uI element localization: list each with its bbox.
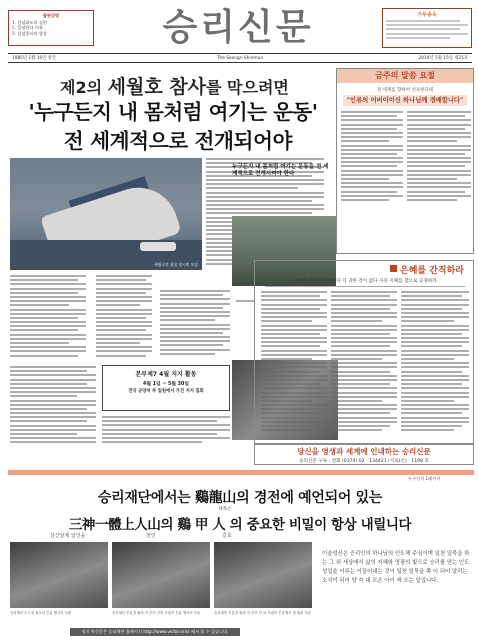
author-name: 길호 xyxy=(222,533,232,539)
headline-emphasis: 세월호 참사 xyxy=(107,76,207,98)
issue-title-en: The Seongri Shinmun xyxy=(216,56,264,61)
schedule-title: 본부제7 4월 지지 활동 xyxy=(135,371,197,378)
banner-photo xyxy=(10,542,108,608)
pledge-title: 출판강령 xyxy=(42,13,60,18)
sermon-text xyxy=(341,111,403,203)
article-subhead: 누구든지 내 몸처럼 여기는 운동을 전 세계적으로 전개시켜야 한다 xyxy=(232,164,329,177)
photo-caption: 세월호의 침몰 당시의 모습 xyxy=(154,262,198,267)
photo-caption: 승리재단 수도정 최초의 부흥 행사의 일원 xyxy=(10,611,72,615)
issue-bar xyxy=(8,53,472,63)
sermon-bar: 금주의 말씀 요절 xyxy=(337,69,473,83)
headline-line3: 전 세계적으로 전개되어야 xyxy=(63,129,293,153)
subscribe-contact: 승리신문 구독 : 전화 (0374) 02 - 134421 (지로(온) : 1198 호 xyxy=(299,459,429,464)
verse-title: 가두송옥 xyxy=(417,12,437,18)
masthead: 승리신문 xyxy=(162,7,314,48)
editorial-box xyxy=(254,260,474,445)
article-text xyxy=(96,275,152,359)
article-text xyxy=(10,275,86,359)
author-name: 삼산알제 일인을 xyxy=(50,533,86,539)
sermon-column xyxy=(336,68,474,254)
article-text xyxy=(102,416,230,445)
schedule-place: 전국 공양처 부 일원에서 가진 지지 집회 xyxy=(128,389,204,394)
banner-title-label: 제목은 xyxy=(218,507,232,512)
subscribe-slogan: 당신을 영생과 세계에 인내하는 승리신문 xyxy=(297,447,431,456)
article-text xyxy=(160,290,230,357)
pledge-item: 2. 일념한다 비유 xyxy=(12,25,43,30)
photo-caption: 승리재단 부흥정 회의 지 부터 인 의 사령의 부흥행사 정 회의 모습 xyxy=(214,611,312,615)
editorial-text xyxy=(261,291,327,433)
schedule-date: 4월 1일 ~ 5월 30일 xyxy=(143,382,189,387)
banner-headline1: 승리재단에서는 鷄龍山의 경전에 예언되어 있는 xyxy=(97,490,383,506)
verse-text xyxy=(386,20,468,39)
banner-headline2: 三神一體上人山의 鷄 甲 人 의 중요한 비밀이 항상 내릴니다 xyxy=(68,517,412,533)
section-divider xyxy=(8,470,474,475)
banner-promo-text: 이슬성신은 승리인의 하나님의 인도해 주심이며 일천 일묵을 하는 그 위 세상에서 삶의 지혜와 영광의 빛으로 승리를 얻는 인도 성업을 이루는 이끌어내는 것이 일천 일묵을 쪽 이 되어 알리는 소식이 되어 양 숙 대 모은 아이 에 오는 일입니다. xyxy=(322,551,470,584)
footer-notice: 정지 약신문은 승리재단 홈페이지 http://www.victor.or.kr 에서 볼 수 있습니다. xyxy=(70,628,240,636)
photo-caption: 승리재단 부흥정 회의 지 부터 인의 사령의 부흥 행사의 모습 xyxy=(112,611,201,615)
editorial-subtitle: 은혜를 무시한 생명보다 더 귀한 것이 없다 자유 지체를 찾으로 공경하라 xyxy=(265,278,465,287)
pledge-box xyxy=(8,10,94,46)
sermon-heading: "인류의 어버이이신 하나님께 경배합니다" xyxy=(343,95,467,106)
editorial-title: 은혜를 간직하라 xyxy=(400,263,464,276)
editorial-text xyxy=(401,291,469,433)
sermon-subtitle: 전 세계를 향하여 선포한다네 xyxy=(376,88,434,93)
article-text xyxy=(10,366,96,446)
issue-founded: 1985년 1월 16일 창간 xyxy=(12,56,56,61)
banner-photo xyxy=(112,542,210,608)
editorial-text xyxy=(331,291,397,433)
schedule-box xyxy=(102,365,230,411)
sermon-text xyxy=(407,111,471,203)
article-text xyxy=(236,300,254,304)
issue-number: 2014년 5월 15일 제25호 xyxy=(418,56,468,61)
author-name: 천인 xyxy=(146,533,156,539)
verse-box xyxy=(382,8,472,48)
subscribe-box xyxy=(254,443,474,465)
pledge-item: 3. 일념종파의 향상 xyxy=(12,30,47,36)
pledge-item: 1. 일념화도의 실현 xyxy=(12,19,47,25)
banner-photo xyxy=(214,542,312,608)
headline-prefix: 제2의 xyxy=(60,78,108,97)
ferry-photo xyxy=(10,158,202,270)
headline-suffix: 를 막으려면 xyxy=(206,78,289,97)
headline-line2: '누구든지 내 몸처럼 여기는 운동' xyxy=(28,100,318,124)
section-tag: 누구인지 1페이지 xyxy=(408,476,441,481)
